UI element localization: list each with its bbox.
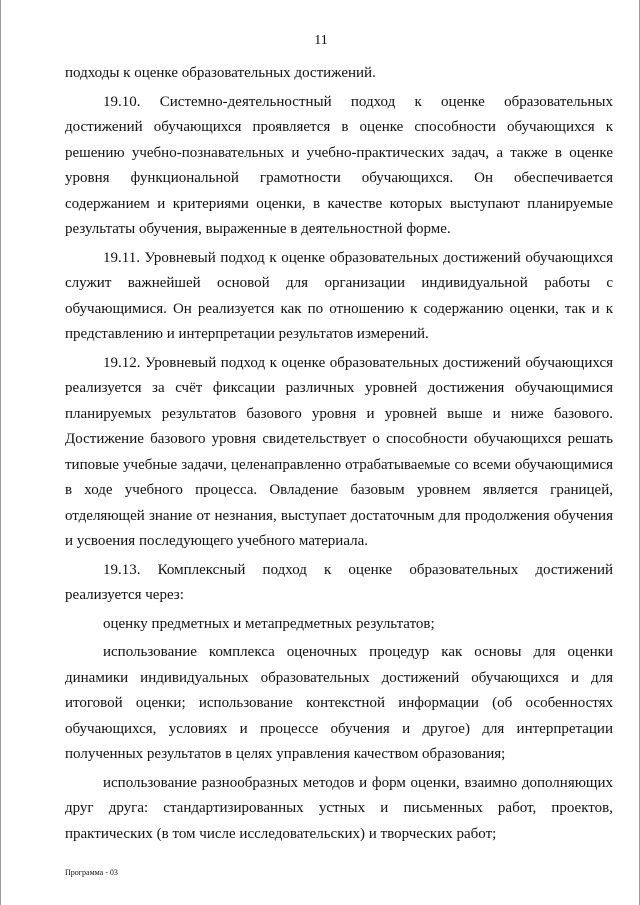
page-number: 11	[314, 33, 328, 48]
list-item-assessment-methods: использование разнообразных методов и форм оценки, взаимно дополняющих друг друга: стандартизированных устных и письменных работ, проектов, практических (в том числе исследовательских) и творческих работ;	[65, 774, 613, 842]
document-body	[65, 61, 613, 850]
paragraph-19-13: 19.13. Комплексный подход к оценке образовательных достижений реализуется через:	[65, 561, 613, 603]
paragraph-19-11: 19.11. Уровневый подход к оценке образовательных достижений обучающихся служит важнейшей основой для организации индивидуальной работы с обучающимися. Он реализуется как по отношению к содержанию оценки, так и к представлению и интерпретации результатов измерений.	[65, 249, 613, 342]
paragraph-19-10: 19.10. Системно-деятельностный подход к оценке образовательных достижений обучающихся проявляется в оценке способности обучающихся к решению учебно-познавательных и учебно-практических задач, а также в оценке уровня функциональной грамотности обучающихся. Он обеспечивается содержанием и критериями оценки, в качестве которых выступают планируемые результаты обучения, выраженные в деятельностной форме.	[65, 93, 613, 237]
page-footer: Программа - 03	[65, 868, 118, 877]
paragraph-continuation: подходы к оценке образовательных достижений.	[65, 65, 376, 81]
paragraph-19-12: 19.12. Уровневый подход к оценке образовательных достижений обучающихся реализуется за счёт фиксации различных уровней достижения обучающимися планируемых результатов базового уровня и уровней выше и ниже базового. Достижение базового уровня свидетельствует о способности обучающихся решать типовые учебные задачи, целенаправленно отрабатываемые со всеми обучающимися в ходе учебного процесса. Овладение базовым уровнем является границей, отделяющей знание от незнания, выступает достаточным для продолжения обучения и усвоения последующего учебного материала.	[65, 354, 613, 549]
list-item-subject-results: оценку предметных и метапредметных результатов;	[103, 615, 435, 632]
list-item-assessment-procedures: использование комплекса оценочных процедур как основы для оценки динамики индивидуальных образовательных достижений обучающихся и для итоговой оценки; использование контекстной информации (об особенностях обучающихся, условиях и процессе обучения и другое) для интерпретации полученных результатов в целях управления качеством образования;	[65, 644, 613, 762]
